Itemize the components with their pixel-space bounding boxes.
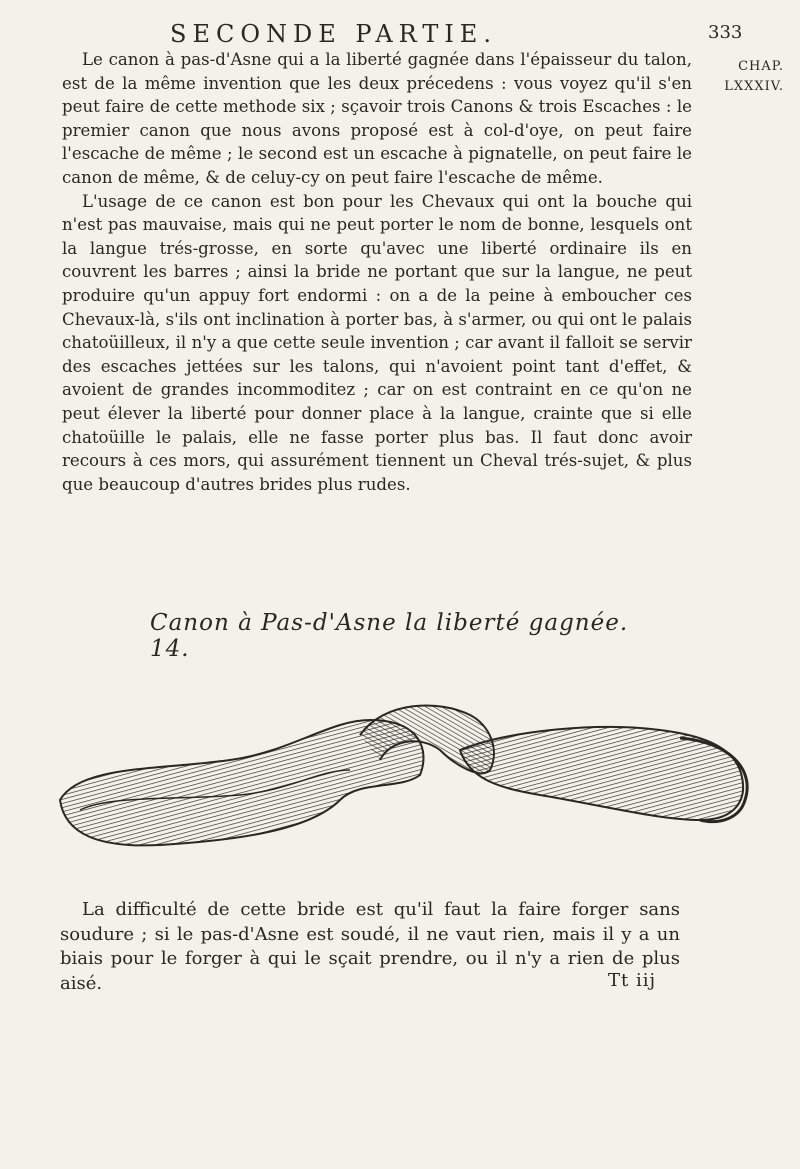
closing-paragraph: La difficulté de cette bride est qu'il faut la faire forger sans soudure ; si le pas-d'Asne est soudé, il ne vaut rien, mais il y a un biais pour le forger à qui le sçait prendre, ou il n'y a rien de plus aisé. bbox=[60, 899, 680, 994]
chap-number: LXXXIV. bbox=[724, 79, 784, 94]
page-number: 333 bbox=[708, 22, 743, 43]
paragraph: Le canon à pas-d'Asne qui a la liberté gagnée dans l'épaisseur du talon, est de la même invention que les deux précedens : vous voyez qu'il s'en peut faire de cette methode six ; sçavoir trois Canons & trois Escaches : le premier canon que nous avons proposé est à col-d'oye, on peut faire l'escache de même ; le second est un escache à pignatelle, on peut faire le canon de même, & de celuy-cy on peut faire l'escache de même. bbox=[62, 50, 692, 187]
closing-text bbox=[60, 898, 680, 996]
bit-engraving bbox=[40, 660, 770, 870]
signature-mark: Tt iij bbox=[608, 970, 657, 991]
main-text bbox=[62, 48, 692, 496]
chap-label: CHAP. bbox=[738, 59, 784, 74]
running-head: SECONDE PARTIE. bbox=[170, 20, 497, 48]
figure-caption: Canon à Pas-d'Asne la liberté gagnée. 14. bbox=[150, 610, 629, 662]
paragraph: L'usage de ce canon est bon pour les Chevaux qui ont la bouche qui n'est pas mauvaise, mais qui ne peut porter le nom de bonne, lesquels ont la langue trés-grosse, en sorte qu'avec une liberté ordinaire ils en couvrent les barres ; ainsi la bride ne portant que sur la langue, ne peut produire qu'un appuy fort endormi : on a de la peine à emboucher ces Chevaux-là, s'ils ont inclination à porter bas, à s'armer, ou qui ont le palais chatoüilleux, il n'y a que cette seule invention ; car avant il falloit se servir des escaches jettées sur les talons, qui n'avoient point tant d'effet, & avoient de grandes incommoditez ; car on est contraint en ce qu'on ne peut élever la liberté pour donner place à la langue, crainte que si elle chatoüille le palais, elle ne fasse porter plus bas. Il faut donc avoir recours à ces mors, qui assurément tiennent un Cheval trés-sujet, & plus que beaucoup d'autres brides plus rudes. bbox=[62, 191, 692, 494]
chapter-marginal-note bbox=[684, 57, 784, 97]
